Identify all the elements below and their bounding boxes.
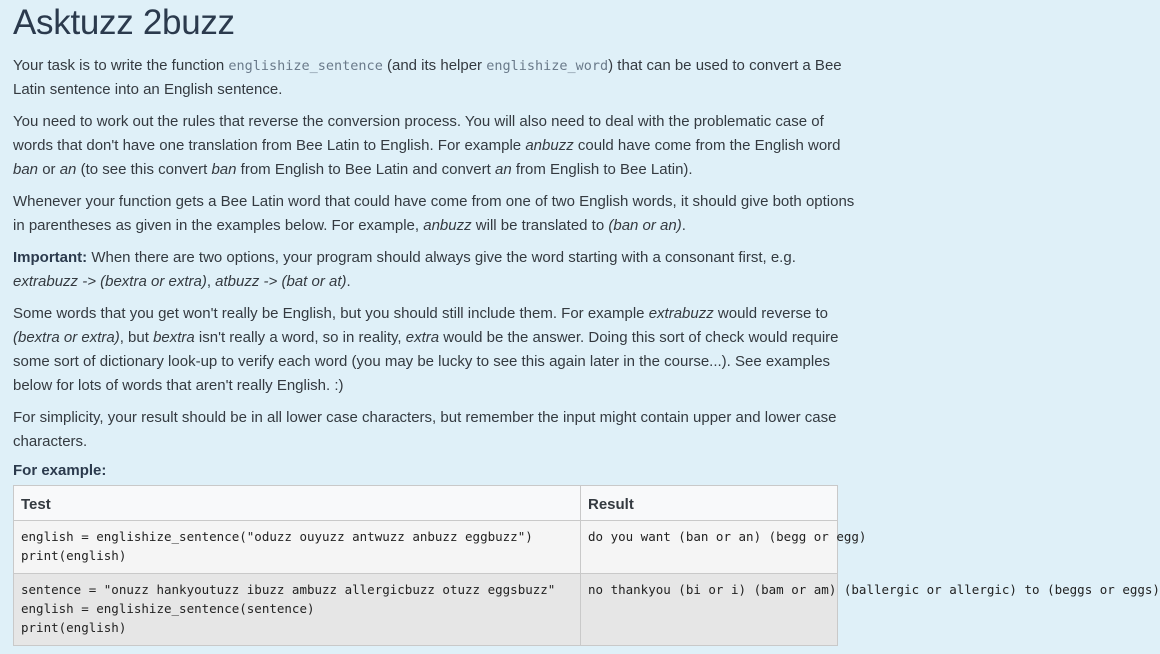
test-code-cell: sentence = "onuzz hankyoutuzz ibuzz ambuzz allergicbuzz otuzz eggsbuzz" english = englishize_sentence(sentence) print(english) [14,574,581,646]
header-test: Test [14,486,581,521]
inline-code-englishize-word: englishize_word [486,58,609,74]
text: could have come from the English word [573,137,841,154]
emphasis: anbuzz [423,217,472,234]
emphasis: anbuzz [525,137,574,154]
emphasis: (ban or an) [608,217,682,234]
emphasis: (bextra or extra) [13,329,120,346]
text: , but [119,329,154,346]
important-label: Important: [13,249,88,266]
text: (to see this convert [76,161,212,178]
options-paragraph [13,190,855,238]
text: . [681,217,686,234]
for-example-heading: For example: [13,462,107,479]
emphasis: ban [13,161,39,178]
text: , [206,273,216,290]
text: Some words that you get won't really be English, but you should still include them. For example [13,305,649,322]
header-result: Result [581,486,838,521]
test-code-cell: english = englishize_sentence("oduzz ouyuzz antwuzz anbuzz eggbuzz") print(english) [14,521,581,574]
text: or [38,161,60,178]
emphasis: an [59,161,77,178]
table-row [14,521,838,574]
result-cell: no thankyou (bi or i) (bam or am) (ballergic or allergic) to (beggs or eggs) [581,574,838,646]
text: from English to Bee Latin and convert [236,161,495,178]
non-english-paragraph [13,302,855,398]
text: ) that can be used to convert a Bee Latin sentence into an English sentence. [13,57,842,98]
emphasis: extra [405,329,440,346]
text: Your task is to write the function [13,57,229,74]
text: isn't really a word, so in reality, [194,329,406,346]
emphasis: extrabuzz -> (bextra or extra) [13,273,207,290]
page-title: Asktuzz 2buzz [13,3,235,42]
text: will be translated to [471,217,609,234]
intro-paragraph [13,54,855,102]
text: When there are two options, your program should always give the word starting with a consonant first, e.g. [87,249,796,266]
emphasis: an [494,161,512,178]
text: You need to work out the rules that reverse the conversion process. You will also need to deal with the problematic case of words that don't have one translation from Bee Latin to English. For example [13,113,824,154]
text: from English to Bee Latin). [511,161,693,178]
text: . [346,273,351,290]
rules-paragraph [13,110,855,182]
emphasis: atbuzz -> (bat or at) [215,273,347,290]
result-cell: do you want (ban or an) (begg or egg) [581,521,838,574]
lowercase-paragraph: For simplicity, your result should be in all lower case characters, but remember the input might contain upper and lower case characters. [13,409,837,450]
table-row [14,574,838,646]
emphasis: extrabuzz [648,305,714,322]
important-paragraph [13,246,855,294]
inline-code-englishize-sentence: englishize_sentence [228,58,383,74]
text: would reverse to [713,305,828,322]
text: (and its helper [382,57,487,74]
emphasis: ban [211,161,237,178]
text: Whenever your function gets a Bee Latin word that could have come from one of two English words, it should give both options in parentheses as given in the examples below. For example, [13,193,855,234]
examples-table [13,485,1160,646]
emphasis: bextra [153,329,195,346]
text: would be the answer. Doing this sort of check would require some sort of dictionary look-up to verify each word (you may be lucky to see this again later in the course...). See examples below for lots of words that aren't really English. :) [13,329,839,394]
table-header-row [14,486,838,521]
